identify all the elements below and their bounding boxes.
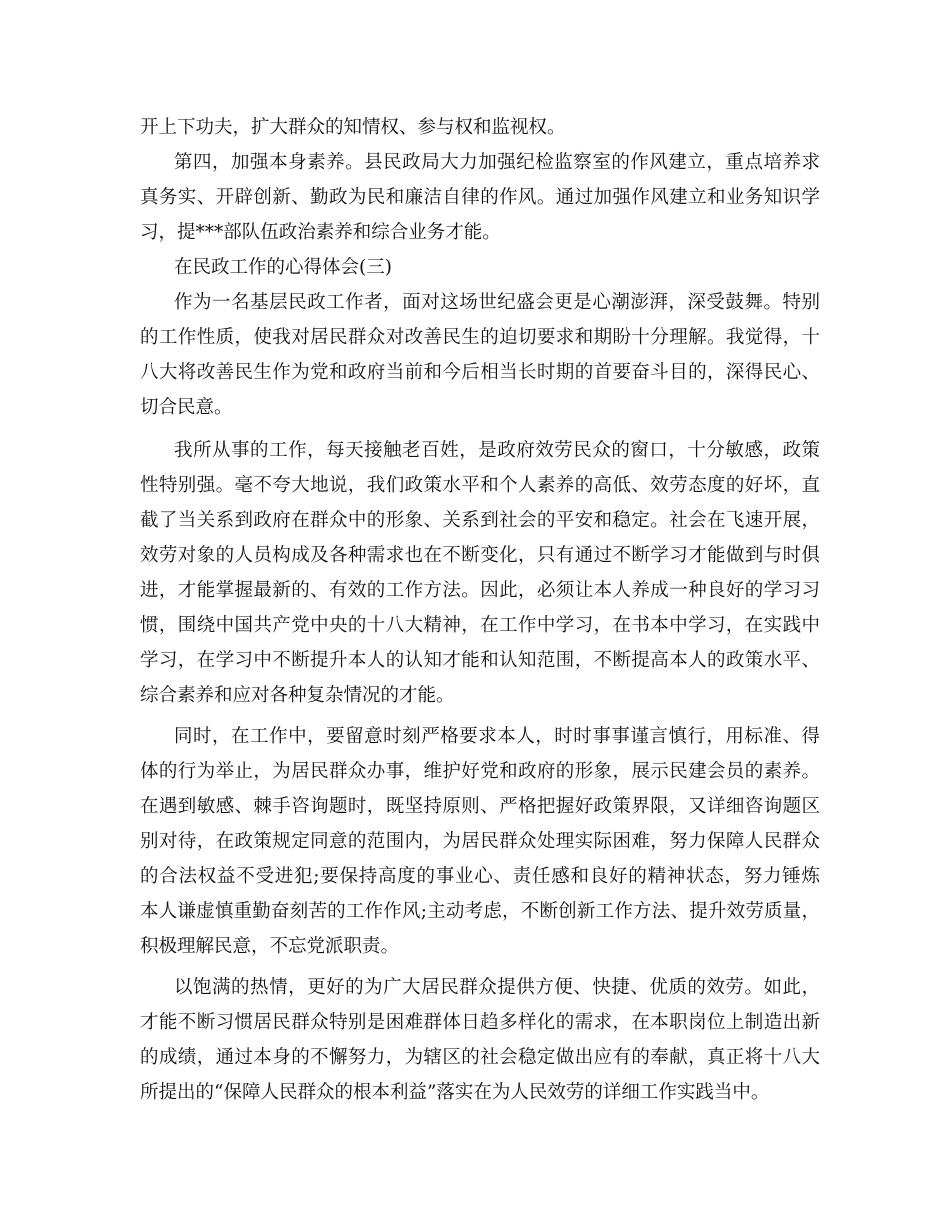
text-line: 本人谦虚慎重勤奋刻苦的工作作风;主动考虑，不断创新工作方法、提升效劳质量， bbox=[140, 901, 820, 922]
text-line: 进，才能掌握最新的、有效的工作方法。因此，必须让本人养成一种良好的学习习 bbox=[140, 580, 820, 601]
text-line: 的工作性质，使我对居民群众对改善民生的迫切要求和期盼十分理解。我觉得，十 bbox=[140, 327, 820, 348]
text-line: 所提出的“保障人民群众的根本利益”落实在为人民效劳的详细工作实践当中。 bbox=[140, 1082, 770, 1103]
text-line: 开上下功夫，扩大群众的知情权、参与权和监视权。 bbox=[140, 117, 566, 138]
text-line: 八大将改善民生作为党和政府当前和今后相当长时期的首要奋斗目的，深得民心、 bbox=[140, 362, 820, 383]
text-line: 作为一名基层民政工作者，面对这场世纪盛会更是心潮澎湃，深受鼓舞。特别 bbox=[174, 292, 820, 313]
text-line: 性特别强。毫不夸大地说，我们政策水平和个人素养的高低、效劳态度的好坏，直 bbox=[140, 475, 820, 496]
text-line: 以饱满的热情，更好的为广大居民群众提供方便、快捷、优质的效劳。如此， bbox=[174, 977, 820, 998]
text-line: 真务实、开辟创新、勤政为民和廉洁自律的作风。通过加强作风建立和业务知识学 bbox=[140, 187, 820, 208]
text-line: 习，提***部队伍政治素养和综合业务才能。 bbox=[140, 222, 501, 243]
text-line: 体的行为举止，为居民群众办事，维护好党和政府的形象，展示民建会员的素养。 bbox=[140, 761, 820, 782]
text-line: 的合法权益不受进犯;要保持高度的事业心、责任感和良好的精神状态，努力锤炼 bbox=[140, 866, 820, 887]
text-line: 综合素养和应对各种复杂情况的才能。 bbox=[140, 685, 455, 706]
text-line: 在遇到敏感、棘手咨询题时，既坚持原则、严格把握好政策界限，又详细咨询题区 bbox=[140, 796, 820, 817]
text-line: 我所从事的工作，每天接触老百姓，是政府效劳民众的窗口，十分敏感，政策 bbox=[174, 440, 820, 461]
text-line: 同时，在工作中，要留意时刻严格要求本人，时时事事谨言慎行，用标准、得 bbox=[174, 726, 820, 747]
text-line: 效劳对象的人员构成及各种需求也在不断变化，只有通过不断学习才能做到与时俱 bbox=[140, 545, 820, 566]
text-line: 第四，加强本身素养。县民政局大力加强纪检监察室的作风建立，重点培养求 bbox=[174, 152, 820, 173]
text-line: 截了当关系到政府在群众中的形象、关系到社会的平安和稳定。社会在飞速开展， bbox=[140, 510, 820, 531]
text-line: 积极理解民意，不忘党派职责。 bbox=[140, 936, 400, 957]
text-line: 的成绩，通过本身的不懈努力，为辖区的社会稳定做出应有的奉献，真正将十八大 bbox=[140, 1047, 820, 1068]
text-line: 惯，围绕中国共产党中央的十八大精神，在工作中学习，在书本中学习，在实践中 bbox=[140, 615, 820, 636]
section-heading: 在民政工作的心得体会(三) bbox=[174, 257, 392, 278]
text-line: 才能不断习惯居民群众特别是困难群体日趋多样化的需求，在本职岗位上制造出新 bbox=[140, 1012, 820, 1033]
text-line: 别对待，在政策规定同意的范围内，为居民群众处理实际困难，努力保障人民群众 bbox=[140, 831, 820, 852]
text-line: 切合民意。 bbox=[140, 397, 233, 418]
text-line: 学习，在学习中不断提升本人的认知才能和认知范围，不断提高本人的政策水平、 bbox=[140, 650, 820, 671]
